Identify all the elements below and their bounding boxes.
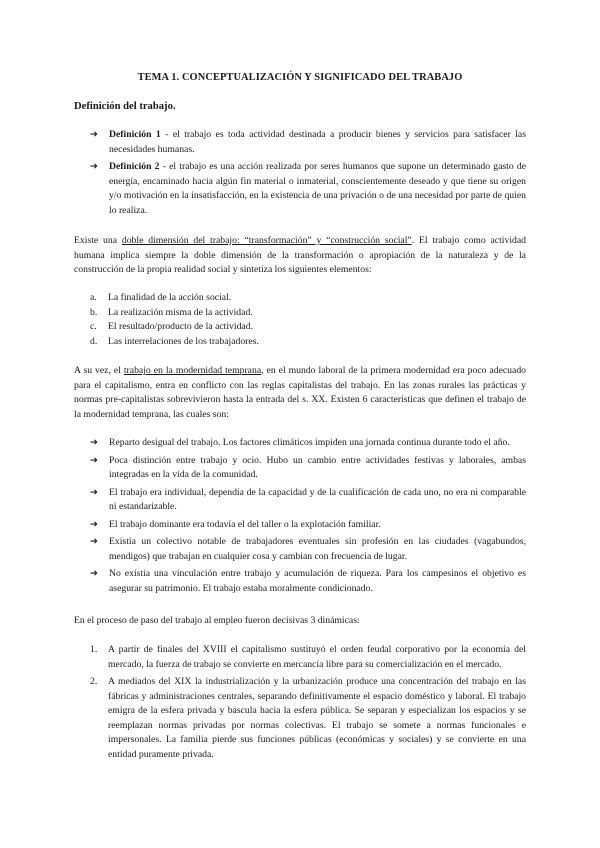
list-item: [90, 535, 526, 564]
list-item: [90, 291, 526, 306]
list-item: [90, 486, 526, 515]
paragraph-dynamics: En el proceso de paso del trabajo al empleo fueron decisivas 3 dinámicas:: [74, 615, 360, 626]
list-marker: c.: [90, 321, 97, 332]
paragraph-dual-dimension: [74, 234, 526, 278]
definition-label: Definición 2: [109, 161, 160, 172]
list-item: [90, 454, 526, 483]
definition-text: - el trabajo es una acción realizada por seres humanos que supone un determinado gasto de energía, encaminado hacia algún fin material o inmaterial, conscientemente deseado y que tiene su origen y/o motivación en la insatisfacción, en la existencia de una privación o de una necesidad por parte de quien lo realiza.: [109, 161, 526, 216]
list-item: [90, 436, 526, 451]
list-item-text: A partir de finales del XVIII el capitalismo sustituyó el orden feudal corporativo por la economía del mercado, la fuerza de trabajo se convierte en mercancía libre para su comercialización en el mercado.: [108, 644, 526, 670]
para-underlined: trabajo en la modernidad temprana: [123, 365, 262, 376]
section-heading: Definición del trabajo.: [74, 101, 176, 112]
list-item-text: El resultado/producto de la actividad.: [108, 321, 253, 332]
list-item: [90, 335, 526, 350]
list-item: [90, 518, 526, 533]
arrow-bullet-icon: ➔: [90, 454, 99, 466]
page-title: TEMA 1. CONCEPTUALIZACIÓN Y SIGNIFICADO DEL TRABAJO: [137, 72, 463, 83]
list-marker: a.: [90, 292, 97, 303]
list-marker: d.: [90, 335, 98, 347]
arrow-bullet-icon: ➔: [90, 129, 99, 140]
arrow-bullet-icon: ➔: [90, 518, 99, 530]
list-item-text: A mediados del XIX la industrialización y la urbanización produce una concentración del trabajo en las fábricas y administraciones centrales, separando definitivamente el espacio doméstico y laboral. El trabajo emigra de la esfera privada y bascula hacia la esfera pública. Se separan y especializan los espacios y se reemplazan normas privadas por normas colectivas. El trabajo se somete a normas funcionales e impersonales. La familia pierde sus funciones públicas (económicas y sociales) y se convierte en una entidad puramente privada.: [108, 676, 526, 760]
list-item: [90, 306, 526, 321]
para-text: . El trabajo como actividad humana implica siempre la doble dimensión de la transformación o apropiación de la naturaleza y de la construcción de la propia realidad social y sintetiza los siguientes elementos:: [74, 235, 526, 275]
arrow-bullet-icon: ➔: [90, 536, 99, 547]
list-item-text: Reparto desigual del trabajo. Los factores climáticos impiden una jornada continua durante todo el año.: [109, 437, 510, 448]
list-item-text: El trabajo era individual, dependía de la capacidad y de la cualificación de cada uno, no era ni comparable ni estandarizable.: [109, 486, 526, 512]
arrow-bullet-icon: ➔: [90, 568, 99, 579]
list-item: [90, 320, 526, 335]
arrow-bullet-icon: ➔: [90, 161, 99, 172]
definitions-list: [90, 128, 526, 221]
arrow-bullet-icon: ➔: [90, 486, 99, 498]
list-item-text: Poca distinción entre trabajo y ocio. Hubo un cambio entre actividades festivas y laborales, ambas integradas en la vida de la comunidad.: [109, 454, 526, 480]
list-item-text: La finalidad de la acción social.: [108, 292, 232, 303]
list-item: [90, 643, 526, 672]
list-marker: 2.: [90, 676, 98, 687]
para-text: , en el mundo laboral de la primera modernidad era poco adecuado para el capitalismo, entra en conflicto con las reglas capitalistas del trabajo. En las zonas rurales las prácticas y normas pre-capitalistas sobrevivieron hasta la entrada del s. XX. Existen 6 características que definen el trabajo de la modernidad temprana, las cuales son:: [74, 365, 527, 420]
paragraph-early-modernity: [74, 364, 526, 422]
definition-label: Definición 1: [109, 129, 161, 140]
definition-text: - el trabajo es toda actividad destinada a producir bienes y servicios para satisfacer las necesidades humanas.: [109, 129, 527, 155]
list-marker: b.: [90, 306, 98, 318]
list-item: [90, 567, 526, 596]
list-item: [90, 675, 526, 762]
characteristics-list: [90, 436, 526, 599]
arrow-bullet-icon: ➔: [90, 437, 99, 448]
list-marker: 1.: [90, 644, 98, 655]
list-item-text: La realización misma de la actividad.: [108, 306, 253, 318]
para-text: Existe una: [74, 235, 122, 246]
para-text: A su vez, el: [74, 365, 124, 376]
definition-item: [90, 128, 526, 157]
list-item-text: El trabajo dominante era todavía el del taller o la explotación familiar.: [109, 518, 381, 530]
list-item-text: Las interrelaciones de los trabajadores.: [108, 335, 259, 347]
dynamics-list: [90, 643, 526, 765]
list-item-text: Existía un colectivo notable de trabajadores eventuales sin profesión en las ciudades (vagabundos, mendigos) que trabajan en cualquier cosa y cambian con frecuencia de lugar.: [109, 536, 526, 562]
list-item-text: No existía una vinculación entre trabajo y acumulación de riqueza. Para los campesinos el objetivo es asegurar su patrimonio. El trabajo estaba moralmente condicionado.: [109, 568, 526, 594]
elements-list: [90, 291, 526, 349]
definition-item: [90, 160, 526, 218]
para-underlined: doble dimensión del trabajo: “transformación” y “construcción social”: [121, 235, 412, 246]
